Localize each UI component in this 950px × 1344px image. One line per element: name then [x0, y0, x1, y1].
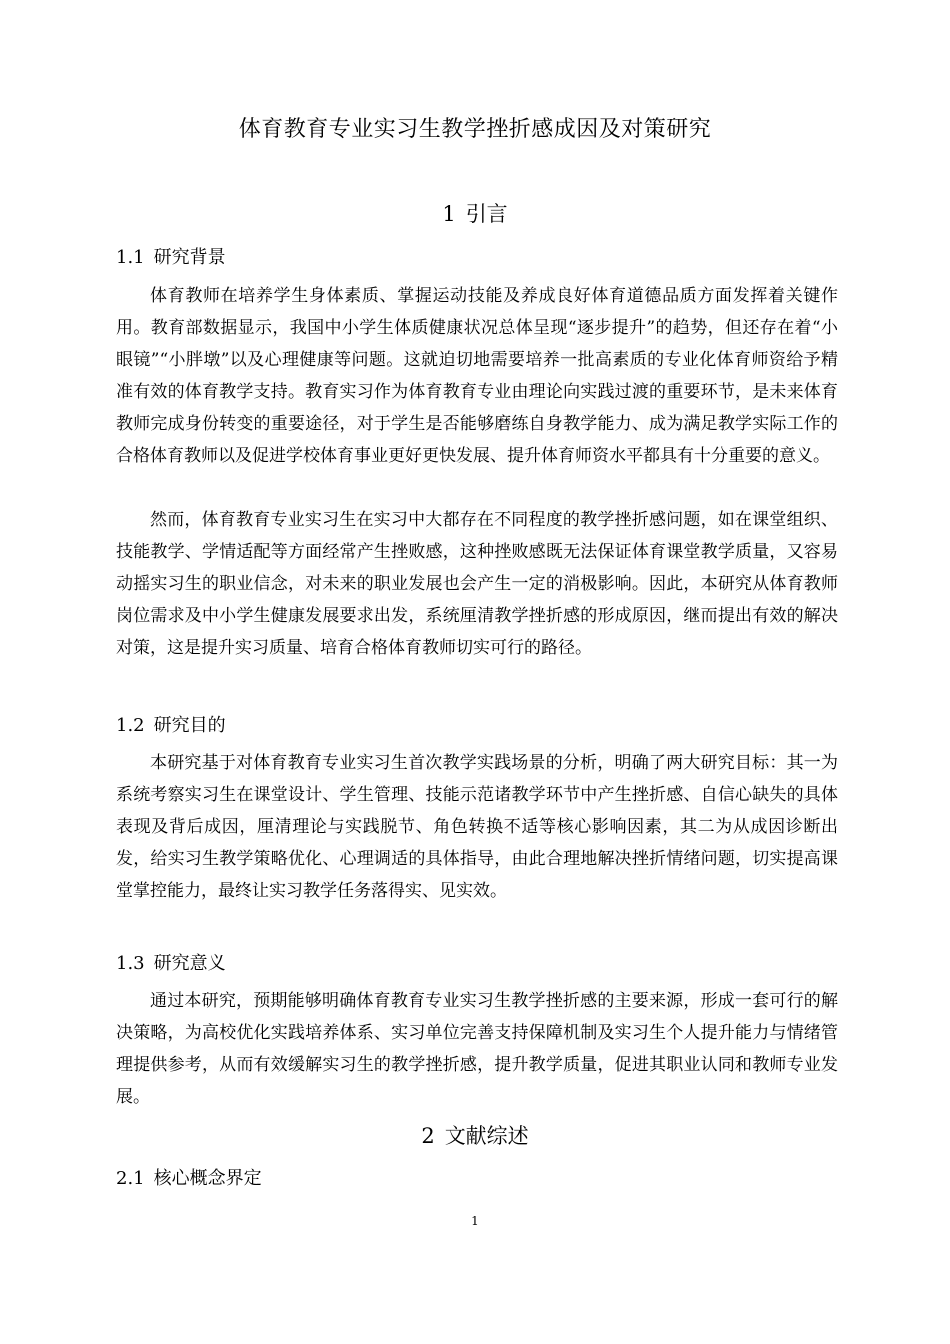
subsection-heading-1-3 [116, 949, 226, 975]
subsection-heading-2-1 [116, 1164, 262, 1190]
subsection-title: 核心概念界定 [153, 1168, 262, 1189]
paragraph-research-significance: 通过本研究，预期能够明确体育教育专业实习生教学挫折感的主要来源，形成一套可行的解决策略，为高校优化实践培养体系、实习单位完善支持保障机制及实习生个人提升能力与情绪管理提供参考，从而有效缓解实习生的教学挫折感，提升教学质量，促进其职业认同和教师专业发展。 [116, 991, 838, 1107]
paragraph-research-background: 体育教师在培养学生身体素质、掌握运动技能及养成良好体育道德品质方面发挥着关键作用。教育部数据显示，我国中小学生体质健康状况总体呈现“逐步提升”的趋势，但还存在着“小眼镜”“小胖墩”以及心理健康等问题。这就迫切地需要培养一批高素质的专业化体育师资给予精准有效的体育教学支持。教育实习作为体育教育专业由理论向实践过渡的重要环节，是未来体育教师完成身份转变的重要途径，对于学生是否能够磨练自身教学能力、成为满足教学实际工作的合格体育教师以及促进学校体育事业更好更快发展、提升体育师资水平都具有十分重要的意义。 [116, 286, 838, 466]
section-title: 引言 [465, 202, 508, 226]
subsection-number: 1.3 [116, 953, 145, 974]
section-heading-2 [0, 1120, 950, 1150]
section-number: 2 [421, 1124, 435, 1148]
subsection-number: 2.1 [116, 1168, 145, 1189]
paragraph-research-purpose: 本研究基于对体育教育专业实习生首次教学实践场景的分析，明确了两大研究目标：其一为系统考察实习生在课堂设计、学生管理、技能示范诸教学环节中产生挫折感、自信心缺失的具体表现及背后成因，厘清理论与实践脱节、角色转换不适等核心影响因素，其二为从成因诊断出发，给实习生教学策略优化、心理调适的具体指导，由此合理地解决挫折情绪问题，切实提高课堂掌控能力，最终让实习教学任务落得实、见实效。 [116, 753, 838, 901]
section-number: 1 [442, 202, 456, 226]
paragraph-research-background-2: 然而，体育教育专业实习生在实习中大都存在不同程度的教学挫折感问题，如在课堂组织、技能教学、学情适配等方面经常产生挫败感，这种挫败感既无法保证体育课堂教学质量，又容易动摇实习生的职业信念，对未来的职业发展也会产生一定的消极影响。因此，本研究从体育教师岗位需求及中小学生健康发展要求出发，系统厘清教学挫折感的形成原因，继而提出有效的解决对策，这是提升实习质量、培育合格体育教师切实可行的路径。 [116, 510, 838, 658]
section-title: 文献综述 [444, 1124, 529, 1148]
document-title: 体育教育专业实习生教学挫折感成因及对策研究 [238, 117, 712, 142]
subsection-heading-1-1 [116, 243, 226, 269]
subsection-title: 研究目的 [153, 715, 226, 736]
subsection-heading-1-2 [116, 711, 226, 737]
subsection-number: 1.2 [116, 715, 145, 736]
subsection-number: 1.1 [116, 247, 145, 268]
subsection-title: 研究背景 [153, 247, 226, 268]
section-heading-1 [0, 198, 950, 228]
page-number: 1 [471, 1214, 479, 1228]
subsection-title: 研究意义 [153, 953, 226, 974]
